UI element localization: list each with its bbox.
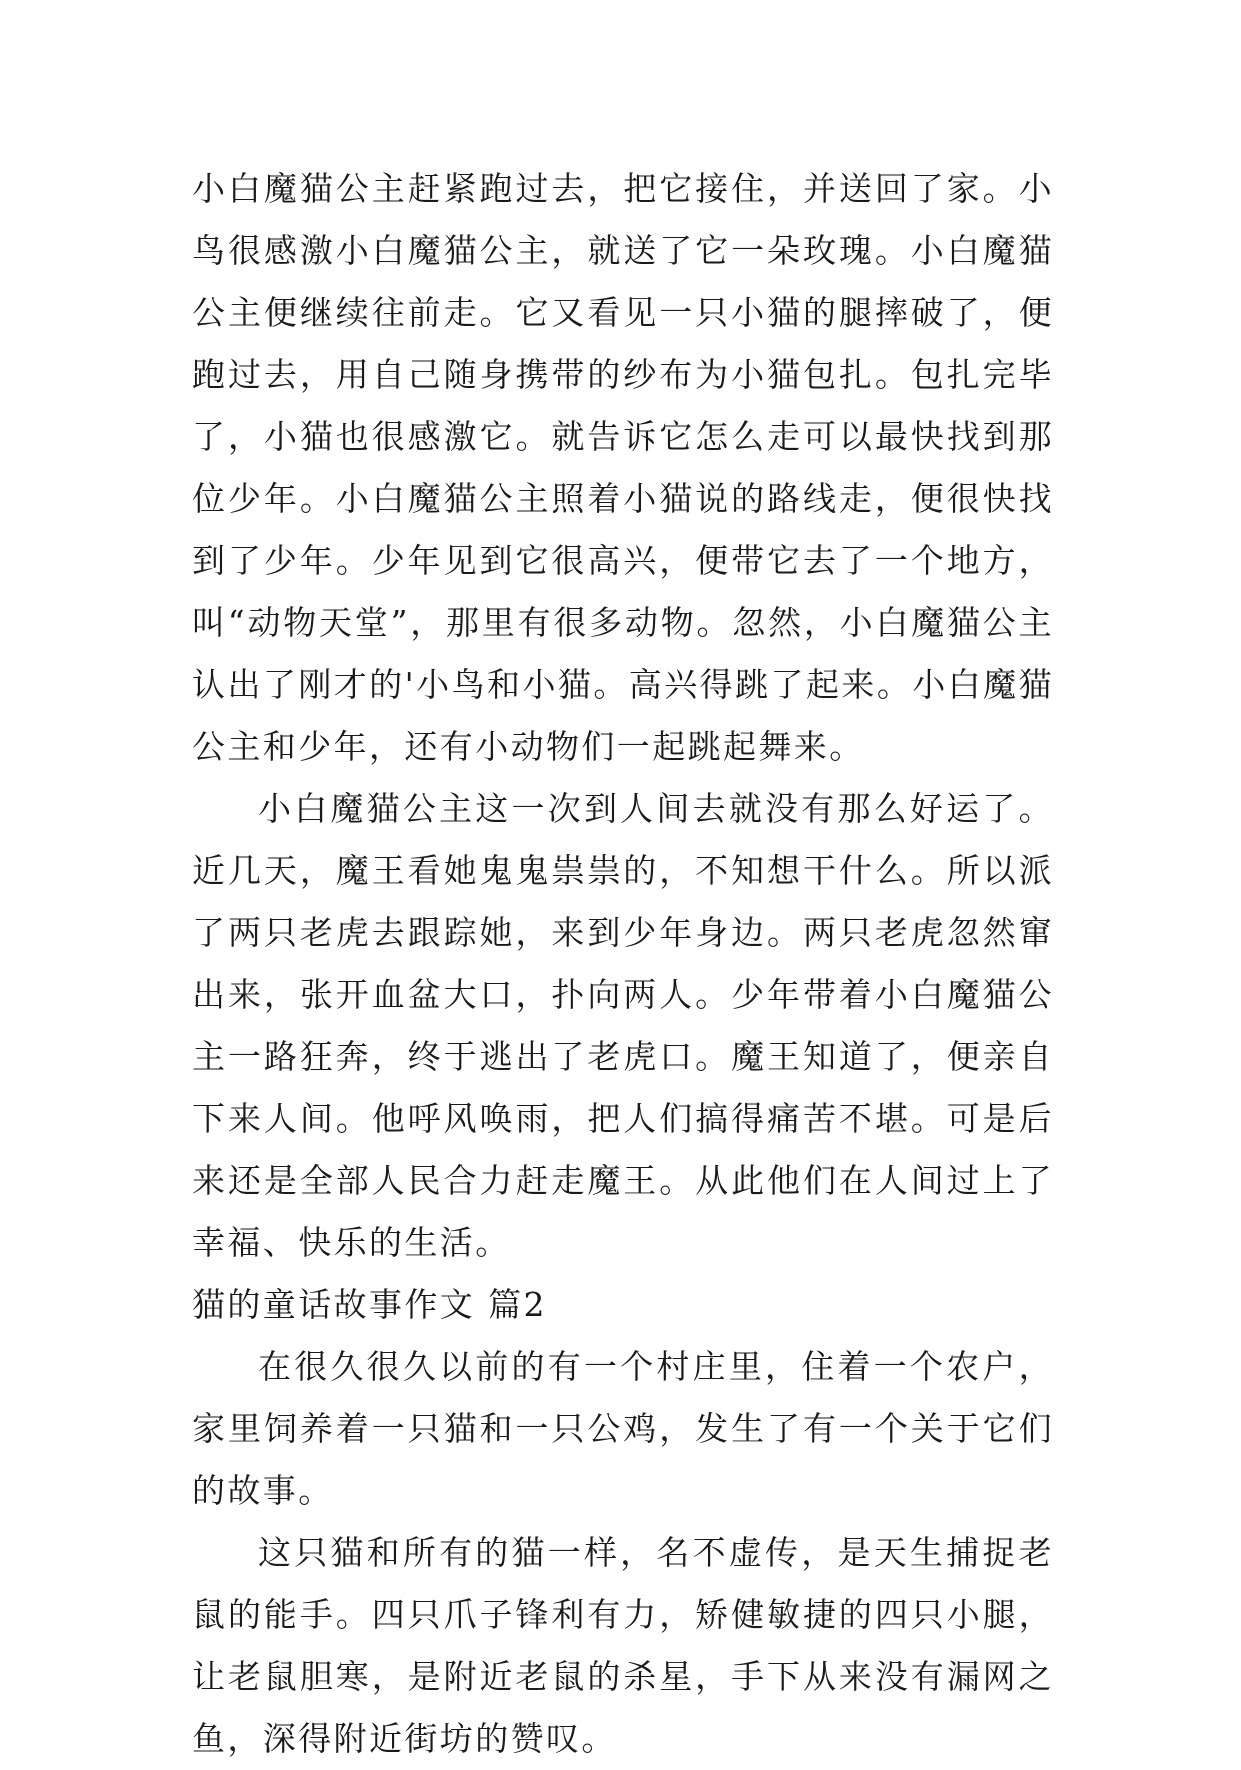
document-body — [192, 158, 1054, 1770]
paragraph-2: 小白魔猫公主这一次到人间去就没有那么好运了。近几天，魔王看她鬼鬼祟祟的，不知想干什么。所以派了两只老虎去跟踪她，来到少年身边。两只老虎忽然窜出来，张开血盆大口，扑向两人。少年带着小白魔猫公主一路狂奔，终于逃出了老虎口。魔王知道了，便亲自下来人间。他呼风唤雨，把人们搞得痛苦不堪。可是后来还是全部人民合力赶走魔王。从此他们在人间过上了幸福、快乐的生活。 — [192, 789, 1054, 1262]
section-heading: 猫的童话故事作文 篇2 — [192, 1285, 547, 1324]
paragraph-1: 小白魔猫公主赶紧跑过去，把它接住，并送回了家。小鸟很感激小白魔猫公主，就送了它一朵玫瑰。小白魔猫公主便继续往前走。它又看见一只小猫的腿摔破了，便跑过去，用自己随身携带的纱布为小猫包扎。包扎完毕了，小猫也很感激它。就告诉它怎么走可以最快找到那位少年。小白魔猫公主照着小猫说的路线走，便很快找到了少年。少年见到它很高兴，便带它去了一个地方，叫“动物天堂”，那里有很多动物。忽然，小白魔猫公主认出了刚才的'小鸟和小猫。高兴得跳了起来。小白魔猫公主和少年，还有小动物们一起跳起舞来。 — [192, 169, 1054, 766]
paragraph-3: 在很久很久以前的有一个村庄里，住着一个农户，家里饲养着一只猫和一只公鸡，发生了有一个关于它们的故事。 — [192, 1347, 1054, 1510]
paragraph-4: 这只猫和所有的猫一样，名不虚传，是天生捕捉老鼠的能手。四只爪子锋利有力，矫健敏捷的四只小腿，让老鼠胆寒，是附近老鼠的杀星，手下从来没有漏网之鱼，深得附近街坊的赞叹。 — [192, 1533, 1054, 1758]
